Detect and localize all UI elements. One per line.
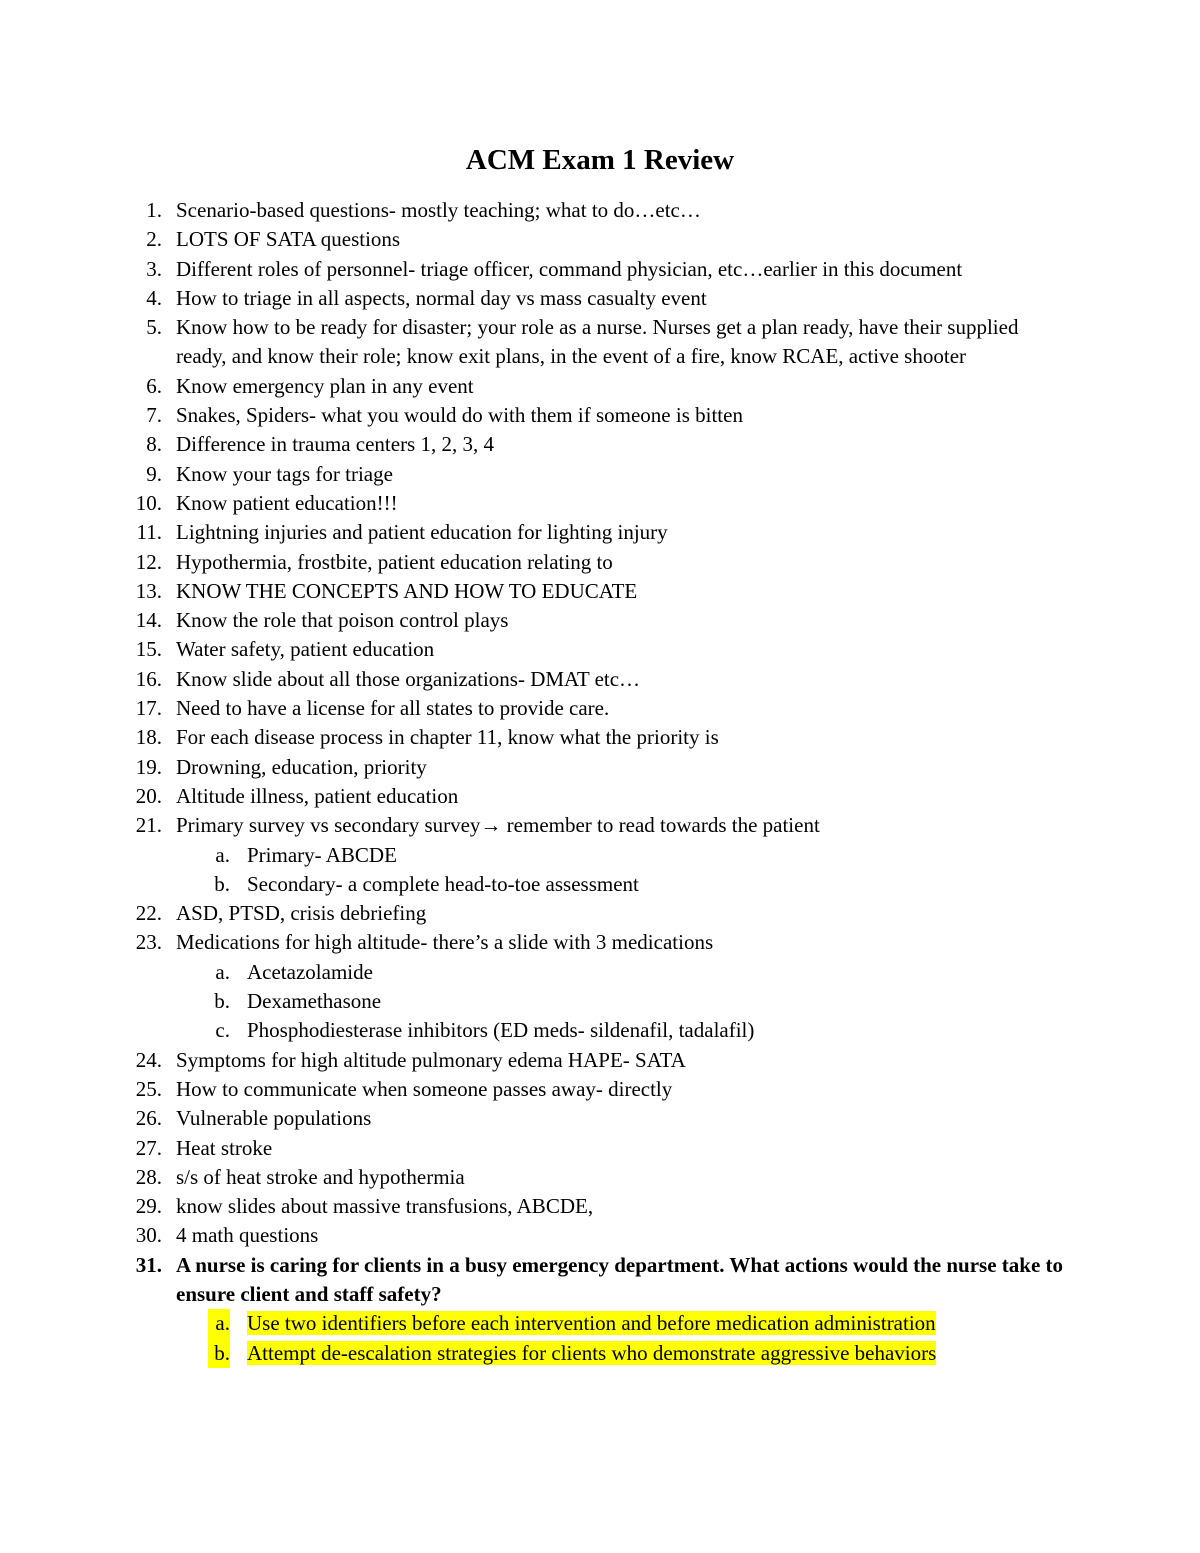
item-number: 22. (135, 901, 162, 926)
list-item (0, 811, 1200, 840)
item-text (176, 811, 1066, 840)
item-text-content: Different roles of personnel- triage officer, command physician, etc…earlier in this document (176, 256, 963, 281)
item-number: 23. (135, 930, 162, 955)
list-item (0, 1251, 1200, 1310)
sub-list-item (0, 958, 1200, 987)
list-item (0, 899, 1200, 928)
list-item (0, 548, 1200, 577)
item-text (247, 1309, 1047, 1338)
item-text-content: Water safety, patient education (176, 637, 435, 662)
item-text-content: Primary- ABCDE (247, 842, 397, 867)
list-item (0, 1134, 1200, 1163)
list-item (0, 1046, 1200, 1075)
item-text (176, 723, 1066, 752)
list-item (0, 577, 1200, 606)
review-list (0, 196, 1200, 1368)
list-item (0, 372, 1200, 401)
sub-list-item (0, 841, 1200, 870)
item-text (176, 753, 1066, 782)
item-text-content: s/s of heat stroke and hypothermia (176, 1164, 465, 1189)
list-item (0, 694, 1200, 723)
item-text-content: Lightning injuries and patient education for lighting injury (176, 520, 668, 545)
item-number: 13. (135, 578, 162, 603)
item-number: 12. (135, 549, 162, 574)
sub-list-item (0, 1339, 1200, 1368)
item-text (176, 518, 1066, 547)
list-item (0, 460, 1200, 489)
item-text-content: KNOW THE CONCEPTS AND HOW TO EDUCATE (176, 578, 638, 603)
item-text (176, 899, 1066, 928)
list-item (0, 606, 1200, 635)
item-text-content: Know the role that poison control plays (176, 608, 509, 633)
highlighted-answer: Attempt de-escalation strategies for clients who demonstrate aggressive behaviors (247, 1340, 937, 1365)
item-text-content: Phosphodiesterase inhibitors (ED meds- sildenafil, tadalafil) (247, 1018, 755, 1043)
item-text (176, 1075, 1066, 1104)
list-item (0, 635, 1200, 664)
item-text-content: Know emergency plan in any event (176, 373, 474, 398)
item-number: b. (208, 1339, 230, 1368)
item-text (247, 987, 1047, 1016)
item-number: 20. (135, 783, 162, 808)
list-item (0, 430, 1200, 459)
item-number: 25. (135, 1076, 162, 1101)
list-item (0, 1192, 1200, 1221)
highlighted-answer: Use two identifiers before each intervention and before medication administration (247, 1311, 936, 1336)
item-text (176, 313, 1066, 372)
item-text (176, 1251, 1066, 1310)
item-number: b. (214, 871, 230, 896)
item-text (176, 460, 1066, 489)
item-text-content: LOTS OF SATA questions (176, 227, 401, 252)
item-number: a. (215, 959, 230, 984)
item-text-content: Know your tags for triage (176, 461, 393, 486)
item-text-content: ASD, PTSD, crisis debriefing (176, 901, 427, 926)
item-text (247, 958, 1047, 987)
item-number: 28. (135, 1164, 162, 1189)
item-text-content: For each disease process in chapter 11, know what the priority is (176, 725, 719, 750)
item-text (176, 1104, 1066, 1133)
list-item (0, 1221, 1200, 1250)
item-text-content: Know patient education!!! (176, 490, 398, 515)
item-text (176, 635, 1066, 664)
item-text (176, 694, 1066, 723)
item-number: 3. (146, 256, 162, 281)
item-text (176, 1163, 1066, 1192)
item-text-content: Need to have a license for all states to provide care. (176, 696, 610, 721)
list-item (0, 518, 1200, 547)
item-text-content: Primary survey vs secondary survey→ remember to read towards the patient (176, 813, 820, 838)
list-item (0, 225, 1200, 254)
item-text-content: A nurse is caring for clients in a busy emergency department. What actions would the nurse take to ensure client and staff safety? (176, 1252, 1064, 1306)
item-number: 21. (135, 813, 162, 838)
item-number: 7. (146, 403, 162, 428)
item-text (176, 225, 1066, 254)
item-number: 27. (135, 1135, 162, 1160)
item-text-content: Know how to be ready for disaster; your role as a nurse. Nurses get a plan ready, have their supplied ready, and know their role; know exit plans, in the event of a fire, know RCAE, active shooter (176, 315, 1019, 369)
item-text (176, 255, 1066, 284)
item-text (247, 1339, 1047, 1368)
item-number: a. (208, 1309, 230, 1338)
list-item (0, 1075, 1200, 1104)
item-text (176, 1192, 1066, 1221)
item-text-content: Symptoms for high altitude pulmonary edema HAPE- SATA (176, 1047, 686, 1072)
document-title: ACM Exam 1 Review (465, 144, 735, 176)
item-text (176, 1046, 1066, 1075)
list-item (0, 1163, 1200, 1192)
item-number: b. (214, 989, 230, 1014)
item-number: 8. (146, 432, 162, 457)
item-number: 31. (135, 1252, 162, 1277)
item-text (247, 841, 1047, 870)
item-text-content: Drowning, education, priority (176, 754, 427, 779)
item-text-content: know slides about massive transfusions, ABCDE, (176, 1194, 594, 1219)
item-text-content: Vulnerable populations (176, 1106, 372, 1131)
item-number: 16. (135, 666, 162, 691)
item-text-content: Hypothermia, frostbite, patient education relating to (176, 549, 613, 574)
item-number: 9. (146, 461, 162, 486)
item-number: 30. (135, 1223, 162, 1248)
item-text (176, 1221, 1066, 1250)
item-text-content: How to triage in all aspects, normal day vs mass casualty event (176, 285, 707, 310)
item-number: 14. (135, 608, 162, 633)
item-text-content: Scenario-based questions- mostly teaching; what to do…etc… (176, 198, 701, 222)
item-number: 10. (135, 490, 162, 515)
item-text (247, 1016, 1047, 1045)
list-item (0, 782, 1200, 811)
item-text (176, 196, 1066, 225)
item-text (176, 401, 1066, 430)
item-text (176, 606, 1066, 635)
item-number: 11. (136, 520, 162, 545)
list-item (0, 1104, 1200, 1133)
sub-list-item (0, 870, 1200, 899)
item-text-content: Acetazolamide (247, 959, 373, 984)
item-text (176, 1134, 1066, 1163)
item-text-content: 4 math questions (176, 1223, 319, 1248)
item-number: 26. (135, 1106, 162, 1131)
item-number: 15. (135, 637, 162, 662)
item-text (176, 489, 1066, 518)
item-text-content: How to communicate when someone passes away- directly (176, 1076, 673, 1101)
item-text-content: Altitude illness, patient education (176, 783, 459, 808)
item-number: 18. (135, 725, 162, 750)
item-number: 29. (135, 1194, 162, 1219)
item-number: 24. (135, 1047, 162, 1072)
item-number: 4. (146, 285, 162, 310)
item-text-content: Medications for high altitude- there’s a slide with 3 medications (176, 930, 714, 955)
item-text (176, 577, 1066, 606)
sub-list-item (0, 1016, 1200, 1045)
list-item (0, 284, 1200, 313)
item-number: 17. (135, 696, 162, 721)
list-item (0, 723, 1200, 752)
item-text-content: Know slide about all those organizations- DMAT etc… (176, 666, 641, 691)
item-text (247, 870, 1047, 899)
item-number: 6. (146, 373, 162, 398)
item-text (176, 372, 1066, 401)
item-number: 19. (135, 754, 162, 779)
item-number: c. (215, 1018, 230, 1043)
item-text-content: Snakes, Spiders- what you would do with them if someone is bitten (176, 403, 743, 428)
item-text (176, 928, 1066, 957)
list-item (0, 313, 1200, 372)
item-text-content: Secondary- a complete head-to-toe assessment (247, 871, 639, 896)
list-item (0, 401, 1200, 430)
item-number: a. (215, 842, 230, 867)
item-text (176, 548, 1066, 577)
item-number: 5. (146, 315, 162, 340)
item-text (176, 665, 1066, 694)
list-item (0, 255, 1200, 284)
item-number: 2. (146, 227, 162, 252)
item-text-content: Heat stroke (176, 1135, 273, 1160)
item-text (176, 782, 1066, 811)
item-text (176, 284, 1066, 313)
list-item (0, 196, 1200, 225)
list-item (0, 753, 1200, 782)
list-item (0, 665, 1200, 694)
item-text-content: Dexamethasone (247, 989, 382, 1014)
item-number: 1. (146, 198, 162, 222)
item-text (176, 430, 1066, 459)
sub-list-item (0, 987, 1200, 1016)
list-item (0, 489, 1200, 518)
sub-list-item (0, 1309, 1200, 1338)
list-item (0, 928, 1200, 957)
item-text-content: Difference in trauma centers 1, 2, 3, 4 (176, 432, 494, 457)
